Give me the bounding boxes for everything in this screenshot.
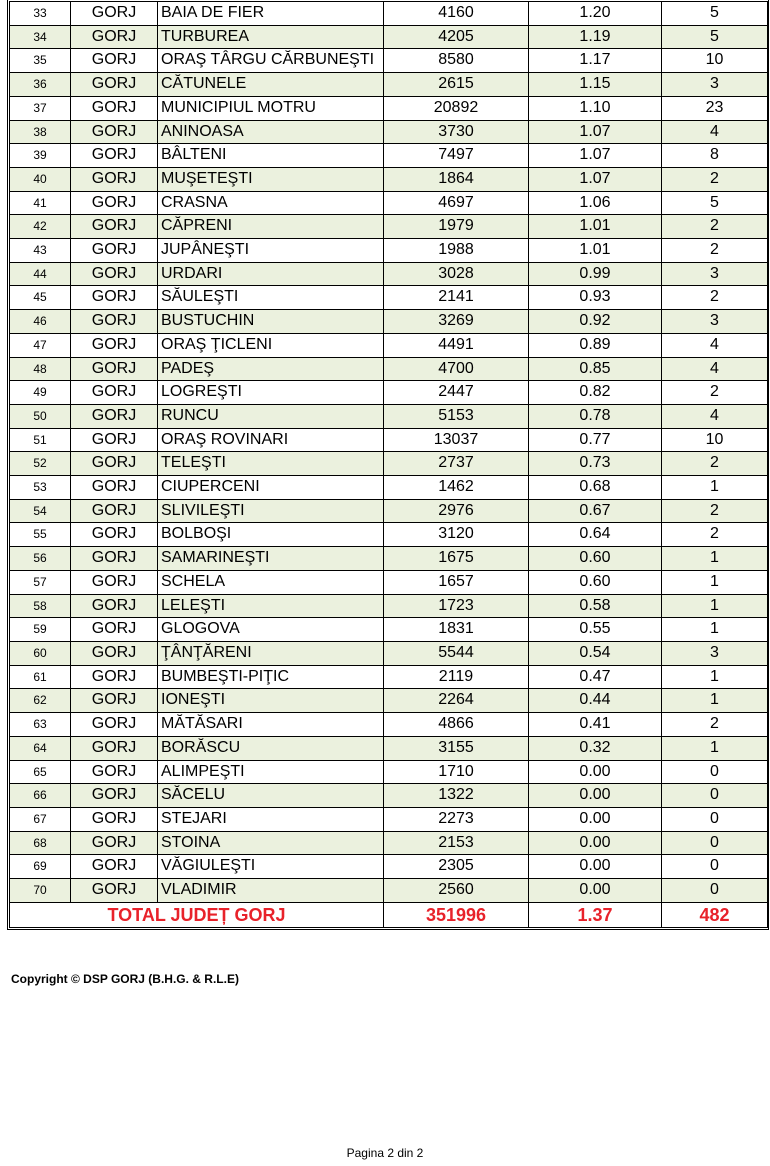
rate-cell: 0.55 xyxy=(529,618,662,642)
locality-cell: SĂULEŞTI xyxy=(158,286,384,310)
population-cell: 4700 xyxy=(384,357,529,381)
table-row xyxy=(10,333,768,357)
cases-cell: 1 xyxy=(662,476,768,500)
table-row xyxy=(10,665,768,689)
table-row xyxy=(10,499,768,523)
population-cell: 3730 xyxy=(384,120,529,144)
rate-cell: 1.07 xyxy=(529,120,662,144)
rate-cell: 1.19 xyxy=(529,25,662,49)
rate-cell: 0.00 xyxy=(529,784,662,808)
total-population: 351996 xyxy=(384,902,529,927)
rate-cell: 0.00 xyxy=(529,855,662,879)
locality-cell: BAIA DE FIER xyxy=(158,2,384,26)
row-number: 46 xyxy=(10,310,71,334)
cases-cell: 0 xyxy=(662,760,768,784)
cases-cell: 0 xyxy=(662,879,768,903)
cases-cell: 3 xyxy=(662,262,768,286)
locality-cell: BÂLTENI xyxy=(158,144,384,168)
row-number: 67 xyxy=(10,807,71,831)
locality-cell: TELEŞTI xyxy=(158,452,384,476)
county-cell: GORJ xyxy=(71,239,158,263)
table-row xyxy=(10,2,768,26)
page-number: Pagina 2 din 2 xyxy=(346,1146,424,1160)
cases-cell: 1 xyxy=(662,594,768,618)
county-cell: GORJ xyxy=(71,333,158,357)
table-row xyxy=(10,594,768,618)
locality-cell: ORAŞ ROVINARI xyxy=(158,428,384,452)
rate-cell: 0.92 xyxy=(529,310,662,334)
row-number: 40 xyxy=(10,167,71,191)
county-cell: GORJ xyxy=(71,381,158,405)
county-cell: GORJ xyxy=(71,120,158,144)
locality-cell: ŢÂNŢĂRENI xyxy=(158,641,384,665)
county-cell: GORJ xyxy=(71,96,158,120)
locality-cell: VĂGIULEŞTI xyxy=(158,855,384,879)
row-number: 53 xyxy=(10,476,71,500)
rate-cell: 0.41 xyxy=(529,713,662,737)
county-cell: GORJ xyxy=(71,736,158,760)
population-cell: 5153 xyxy=(384,404,529,428)
county-cell: GORJ xyxy=(71,570,158,594)
county-cell: GORJ xyxy=(71,760,158,784)
rate-cell: 0.89 xyxy=(529,333,662,357)
population-cell: 4205 xyxy=(384,25,529,49)
locality-cell: BOLBOŞI xyxy=(158,523,384,547)
population-cell: 3028 xyxy=(384,262,529,286)
county-cell: GORJ xyxy=(71,428,158,452)
locality-cell: ORAŞ ŢICLENI xyxy=(158,333,384,357)
table-row xyxy=(10,689,768,713)
population-cell: 2447 xyxy=(384,381,529,405)
locality-cell: SCHELA xyxy=(158,570,384,594)
county-cell: GORJ xyxy=(71,452,158,476)
cases-cell: 2 xyxy=(662,523,768,547)
locality-cell: URDARI xyxy=(158,262,384,286)
county-cell: GORJ xyxy=(71,547,158,571)
table-row xyxy=(10,144,768,168)
rate-cell: 0.00 xyxy=(529,760,662,784)
table-row xyxy=(10,239,768,263)
rate-cell: 0.99 xyxy=(529,262,662,286)
cases-cell: 2 xyxy=(662,239,768,263)
population-cell: 7497 xyxy=(384,144,529,168)
county-cell: GORJ xyxy=(71,831,158,855)
locality-cell: VLADIMIR xyxy=(158,879,384,903)
rate-cell: 0.47 xyxy=(529,665,662,689)
table-row xyxy=(10,404,768,428)
rate-cell: 0.00 xyxy=(529,879,662,903)
population-cell: 4160 xyxy=(384,2,529,26)
table-row xyxy=(10,167,768,191)
rate-cell: 0.68 xyxy=(529,476,662,500)
cases-cell: 2 xyxy=(662,499,768,523)
cases-cell: 8 xyxy=(662,144,768,168)
table-row xyxy=(10,73,768,97)
population-cell: 1864 xyxy=(384,167,529,191)
locality-cell: TURBUREA xyxy=(158,25,384,49)
cases-cell: 2 xyxy=(662,452,768,476)
table-row xyxy=(10,452,768,476)
cases-cell: 4 xyxy=(662,120,768,144)
population-cell: 4697 xyxy=(384,191,529,215)
row-number: 51 xyxy=(10,428,71,452)
row-number: 65 xyxy=(10,760,71,784)
locality-cell: STEJARI xyxy=(158,807,384,831)
county-cell: GORJ xyxy=(71,807,158,831)
population-cell: 1322 xyxy=(384,784,529,808)
county-cell: GORJ xyxy=(71,641,158,665)
population-cell: 1979 xyxy=(384,215,529,239)
row-number: 69 xyxy=(10,855,71,879)
cases-cell: 2 xyxy=(662,167,768,191)
county-cell: GORJ xyxy=(71,784,158,808)
locality-cell: MĂTĂSARI xyxy=(158,713,384,737)
row-number: 35 xyxy=(10,49,71,73)
cases-cell: 1 xyxy=(662,665,768,689)
cases-cell: 0 xyxy=(662,784,768,808)
row-number: 42 xyxy=(10,215,71,239)
table-row xyxy=(10,855,768,879)
cases-cell: 3 xyxy=(662,641,768,665)
rate-cell: 0.77 xyxy=(529,428,662,452)
county-cell: GORJ xyxy=(71,310,158,334)
row-number: 41 xyxy=(10,191,71,215)
row-number: 70 xyxy=(10,879,71,903)
population-cell: 5544 xyxy=(384,641,529,665)
population-cell: 3155 xyxy=(384,736,529,760)
locality-cell: GLOGOVA xyxy=(158,618,384,642)
row-number: 61 xyxy=(10,665,71,689)
table-row xyxy=(10,25,768,49)
row-number: 34 xyxy=(10,25,71,49)
county-cell: GORJ xyxy=(71,879,158,903)
cases-cell: 2 xyxy=(662,215,768,239)
table-row xyxy=(10,262,768,286)
row-number: 36 xyxy=(10,73,71,97)
table-row xyxy=(10,736,768,760)
table-row xyxy=(10,547,768,571)
row-number: 47 xyxy=(10,333,71,357)
table-row xyxy=(10,523,768,547)
locality-cell: BUSTUCHIN xyxy=(158,310,384,334)
population-cell: 2976 xyxy=(384,499,529,523)
population-cell: 2737 xyxy=(384,452,529,476)
row-number: 64 xyxy=(10,736,71,760)
cases-cell: 0 xyxy=(662,855,768,879)
cases-cell: 4 xyxy=(662,357,768,381)
table-row xyxy=(10,428,768,452)
cases-cell: 1 xyxy=(662,689,768,713)
table-row xyxy=(10,381,768,405)
county-cell: GORJ xyxy=(71,594,158,618)
rate-cell: 0.60 xyxy=(529,547,662,571)
rate-cell: 1.06 xyxy=(529,191,662,215)
locality-cell: LELEŞTI xyxy=(158,594,384,618)
table-row xyxy=(10,310,768,334)
locality-cell: SĂCELU xyxy=(158,784,384,808)
rate-cell: 1.15 xyxy=(529,73,662,97)
locality-cell: MUNICIPIUL MOTRU xyxy=(158,96,384,120)
county-cell: GORJ xyxy=(71,665,158,689)
cases-cell: 3 xyxy=(662,73,768,97)
table-row xyxy=(10,879,768,903)
table-row xyxy=(10,713,768,737)
row-number: 66 xyxy=(10,784,71,808)
population-cell: 4491 xyxy=(384,333,529,357)
row-number: 57 xyxy=(10,570,71,594)
table-row xyxy=(10,831,768,855)
population-cell: 2273 xyxy=(384,807,529,831)
row-number: 44 xyxy=(10,262,71,286)
locality-cell: IONEŞTI xyxy=(158,689,384,713)
rate-cell: 0.78 xyxy=(529,404,662,428)
population-cell: 2264 xyxy=(384,689,529,713)
population-cell: 1723 xyxy=(384,594,529,618)
county-cell: GORJ xyxy=(71,404,158,428)
county-cell: GORJ xyxy=(71,167,158,191)
county-cell: GORJ xyxy=(71,499,158,523)
cases-cell: 5 xyxy=(662,191,768,215)
county-cell: GORJ xyxy=(71,262,158,286)
cases-cell: 23 xyxy=(662,96,768,120)
rate-cell: 0.00 xyxy=(529,831,662,855)
row-number: 59 xyxy=(10,618,71,642)
county-cell: GORJ xyxy=(71,713,158,737)
locality-cell: CRASNA xyxy=(158,191,384,215)
locality-cell: STOINA xyxy=(158,831,384,855)
locality-cell: CĂTUNELE xyxy=(158,73,384,97)
locality-cell: CIUPERCENI xyxy=(158,476,384,500)
table-row xyxy=(10,357,768,381)
data-table-frame xyxy=(7,0,769,930)
rate-cell: 0.73 xyxy=(529,452,662,476)
rate-cell: 0.54 xyxy=(529,641,662,665)
total-cases: 482 xyxy=(662,902,768,927)
table-row xyxy=(10,120,768,144)
row-number: 58 xyxy=(10,594,71,618)
cases-cell: 3 xyxy=(662,310,768,334)
county-cell: GORJ xyxy=(71,2,158,26)
rate-cell: 0.60 xyxy=(529,570,662,594)
cases-cell: 2 xyxy=(662,713,768,737)
rate-cell: 1.07 xyxy=(529,167,662,191)
cases-cell: 1 xyxy=(662,618,768,642)
cases-cell: 4 xyxy=(662,404,768,428)
row-number: 50 xyxy=(10,404,71,428)
population-cell: 1462 xyxy=(384,476,529,500)
county-cell: GORJ xyxy=(71,689,158,713)
locality-cell: ALIMPEŞTI xyxy=(158,760,384,784)
county-cell: GORJ xyxy=(71,49,158,73)
cases-cell: 2 xyxy=(662,286,768,310)
row-number: 54 xyxy=(10,499,71,523)
county-cell: GORJ xyxy=(71,618,158,642)
cases-cell: 1 xyxy=(662,570,768,594)
row-number: 49 xyxy=(10,381,71,405)
rate-cell: 0.64 xyxy=(529,523,662,547)
row-number: 48 xyxy=(10,357,71,381)
rate-cell: 1.10 xyxy=(529,96,662,120)
population-cell: 2153 xyxy=(384,831,529,855)
county-cell: GORJ xyxy=(71,144,158,168)
table-row xyxy=(10,96,768,120)
cases-cell: 0 xyxy=(662,807,768,831)
locality-cell: ORAŞ TÂRGU CĂRBUNEŞTI xyxy=(158,49,384,73)
rate-cell: 1.01 xyxy=(529,239,662,263)
row-number: 56 xyxy=(10,547,71,571)
table-row xyxy=(10,476,768,500)
rate-cell: 1.07 xyxy=(529,144,662,168)
total-row xyxy=(10,902,768,927)
population-cell: 1831 xyxy=(384,618,529,642)
cases-cell: 1 xyxy=(662,547,768,571)
locality-cell: SAMARINEŞTI xyxy=(158,547,384,571)
population-cell: 1988 xyxy=(384,239,529,263)
population-cell: 1710 xyxy=(384,760,529,784)
row-number: 43 xyxy=(10,239,71,263)
table-row xyxy=(10,760,768,784)
rate-cell: 0.85 xyxy=(529,357,662,381)
table-row xyxy=(10,784,768,808)
rate-cell: 0.93 xyxy=(529,286,662,310)
table-body xyxy=(10,2,768,928)
county-cell: GORJ xyxy=(71,855,158,879)
population-cell: 2560 xyxy=(384,879,529,903)
locality-cell: CĂPRENI xyxy=(158,215,384,239)
cases-cell: 10 xyxy=(662,49,768,73)
county-cell: GORJ xyxy=(71,286,158,310)
row-number: 68 xyxy=(10,831,71,855)
county-cell: GORJ xyxy=(71,215,158,239)
rate-cell: 1.20 xyxy=(529,2,662,26)
cases-cell: 10 xyxy=(662,428,768,452)
county-cell: GORJ xyxy=(71,523,158,547)
row-number: 52 xyxy=(10,452,71,476)
data-table xyxy=(9,1,768,928)
population-cell: 4866 xyxy=(384,713,529,737)
row-number: 33 xyxy=(10,2,71,26)
cases-cell: 4 xyxy=(662,333,768,357)
population-cell: 20892 xyxy=(384,96,529,120)
row-number: 63 xyxy=(10,713,71,737)
cases-cell: 1 xyxy=(662,736,768,760)
rate-cell: 1.17 xyxy=(529,49,662,73)
table-row xyxy=(10,641,768,665)
row-number: 45 xyxy=(10,286,71,310)
county-cell: GORJ xyxy=(71,476,158,500)
rate-cell: 0.44 xyxy=(529,689,662,713)
rate-cell: 1.01 xyxy=(529,215,662,239)
population-cell: 2119 xyxy=(384,665,529,689)
table-row xyxy=(10,286,768,310)
cases-cell: 0 xyxy=(662,831,768,855)
locality-cell: RUNCU xyxy=(158,404,384,428)
county-cell: GORJ xyxy=(71,73,158,97)
locality-cell: ANINOASA xyxy=(158,120,384,144)
population-cell: 2615 xyxy=(384,73,529,97)
population-cell: 13037 xyxy=(384,428,529,452)
table-row xyxy=(10,191,768,215)
cases-cell: 2 xyxy=(662,381,768,405)
locality-cell: MUŞETEŞTI xyxy=(158,167,384,191)
row-number: 39 xyxy=(10,144,71,168)
row-number: 38 xyxy=(10,120,71,144)
table-row xyxy=(10,49,768,73)
rate-cell: 0.58 xyxy=(529,594,662,618)
population-cell: 3269 xyxy=(384,310,529,334)
population-cell: 2141 xyxy=(384,286,529,310)
locality-cell: SLIVILEŞTI xyxy=(158,499,384,523)
population-cell: 3120 xyxy=(384,523,529,547)
row-number: 55 xyxy=(10,523,71,547)
population-cell: 1675 xyxy=(384,547,529,571)
locality-cell: JUPÂNEŞTI xyxy=(158,239,384,263)
total-rate: 1.37 xyxy=(529,902,662,927)
county-cell: GORJ xyxy=(71,191,158,215)
table-row xyxy=(10,618,768,642)
rate-cell: 0.00 xyxy=(529,807,662,831)
rate-cell: 0.67 xyxy=(529,499,662,523)
table-row xyxy=(10,807,768,831)
row-number: 60 xyxy=(10,641,71,665)
total-label: TOTAL JUDEȚ GORJ xyxy=(10,902,384,927)
population-cell: 1657 xyxy=(384,570,529,594)
cases-cell: 5 xyxy=(662,25,768,49)
locality-cell: BORĂSCU xyxy=(158,736,384,760)
county-cell: GORJ xyxy=(71,25,158,49)
population-cell: 2305 xyxy=(384,855,529,879)
cases-cell: 5 xyxy=(662,2,768,26)
rate-cell: 0.82 xyxy=(529,381,662,405)
table-row xyxy=(10,215,768,239)
population-cell: 8580 xyxy=(384,49,529,73)
row-number: 37 xyxy=(10,96,71,120)
table-row xyxy=(10,570,768,594)
county-cell: GORJ xyxy=(71,357,158,381)
locality-cell: PADEŞ xyxy=(158,357,384,381)
row-number: 62 xyxy=(10,689,71,713)
rate-cell: 0.32 xyxy=(529,736,662,760)
copyright-note: Copyright © DSP GORJ (B.H.G. & R.L.E) xyxy=(11,972,239,986)
locality-cell: LOGREŞTI xyxy=(158,381,384,405)
locality-cell: BUMBEŞTI-PIŢIC xyxy=(158,665,384,689)
